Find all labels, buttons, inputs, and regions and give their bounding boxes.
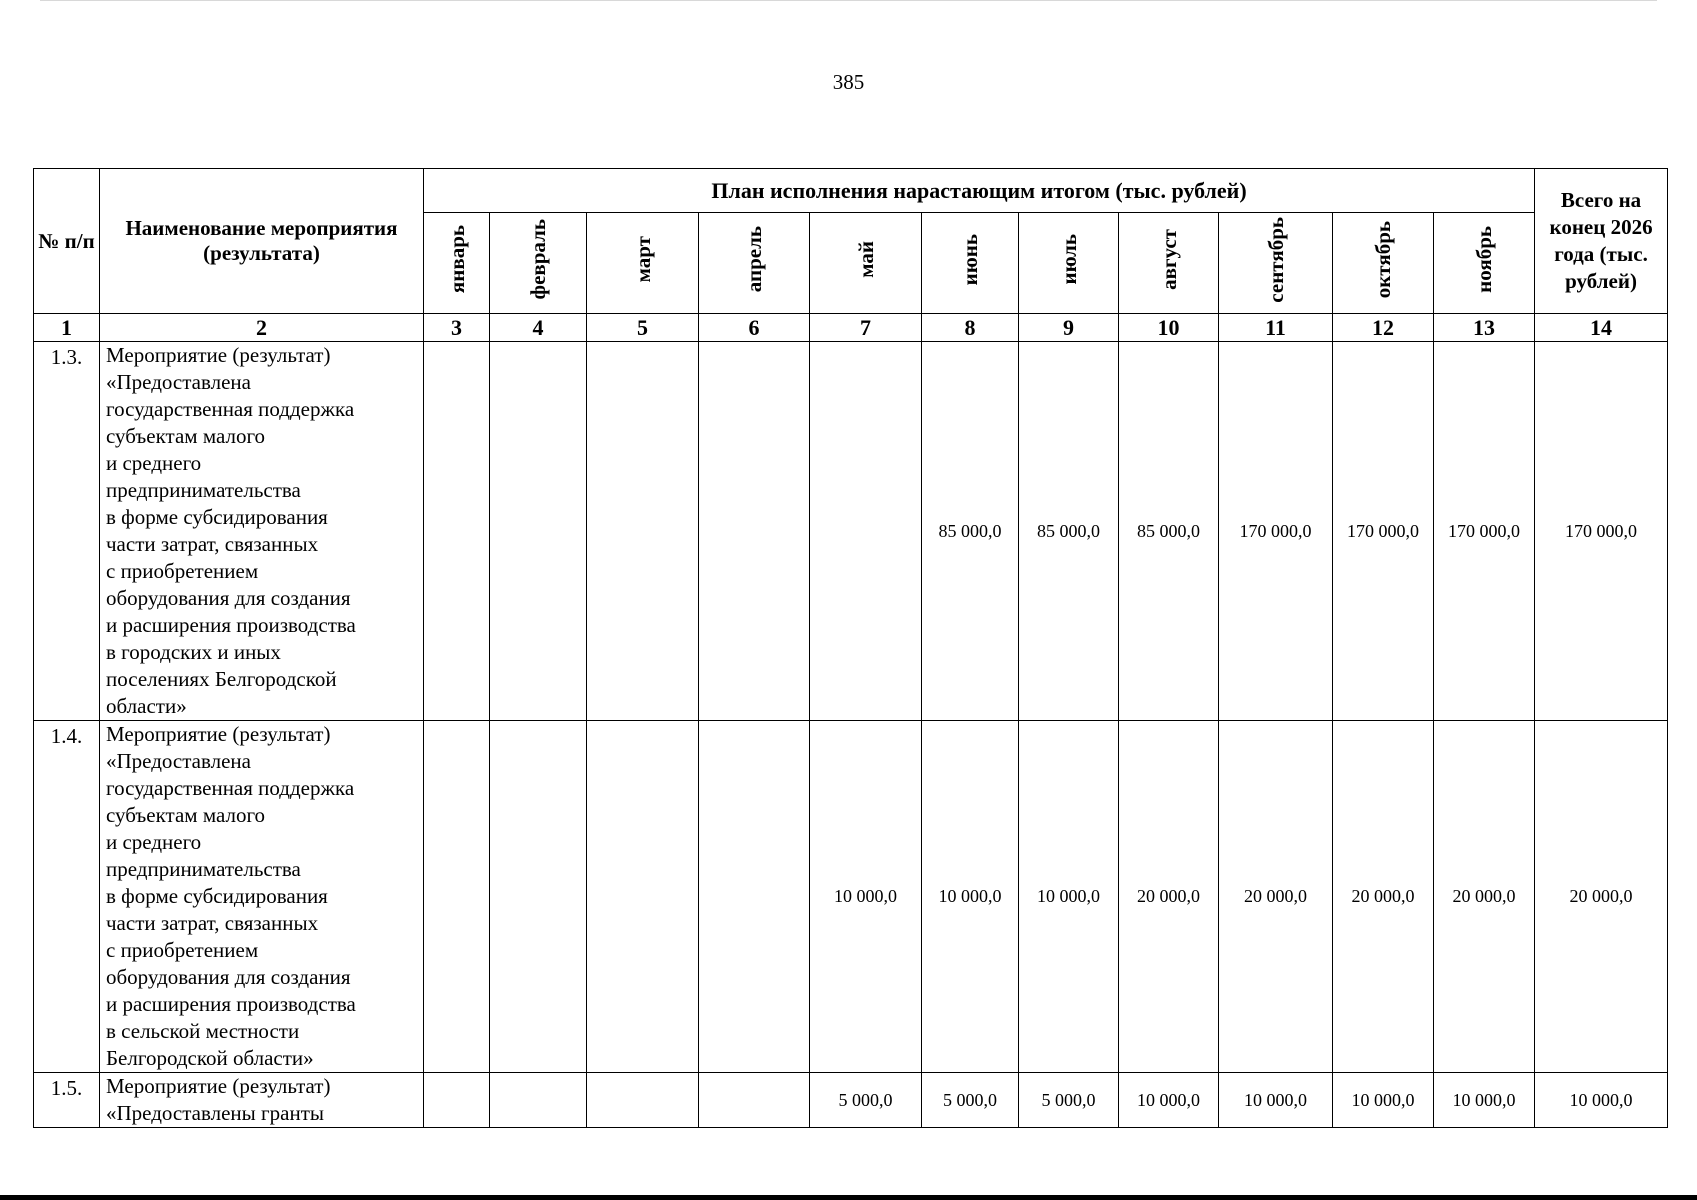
row-name-line: и расширения производства xyxy=(106,613,356,637)
month-label: октябрь xyxy=(1371,220,1395,299)
row-name-line: «Предоставлены гранты xyxy=(106,1101,324,1125)
month-value-cell xyxy=(424,721,490,1073)
row-name-line: предпринимательства xyxy=(106,857,301,881)
row-name-line: оборудования для создания xyxy=(106,586,351,610)
header-total: Всего на конец 2026 года (тыс. рублей) xyxy=(1535,169,1668,314)
month-value-cell: 20 000,0 xyxy=(1219,721,1333,1073)
month-label: май xyxy=(853,241,878,278)
month-label: сентябрь xyxy=(1263,216,1288,303)
month-value-cell: 10 000,0 xyxy=(1119,1073,1219,1128)
row-name-line: области» xyxy=(106,694,187,718)
row-name xyxy=(100,721,424,1073)
month-value-cell xyxy=(490,342,587,721)
month-value-cell xyxy=(587,1073,699,1128)
month-value-cell: 170 000,0 xyxy=(1434,342,1535,721)
column-number: 7 xyxy=(810,314,922,342)
row-name-line: поселениях Белгородской xyxy=(106,667,337,691)
row-name-line: в форме субсидирования xyxy=(106,884,328,908)
month-label: январь xyxy=(444,225,469,294)
row-name-line: оборудования для создания xyxy=(106,965,351,989)
month-value-cell: 5 000,0 xyxy=(922,1073,1019,1128)
header-month xyxy=(1219,213,1333,314)
table-body xyxy=(34,342,1668,1128)
row-name-line: субъектам малого xyxy=(106,803,266,827)
total-value-cell: 170 000,0 xyxy=(1535,342,1668,721)
row-name-line: государственная поддержка xyxy=(106,776,355,800)
month-value-cell xyxy=(810,342,922,721)
month-value-cell: 85 000,0 xyxy=(1019,342,1119,721)
month-value-cell: 10 000,0 xyxy=(922,721,1019,1073)
table-row xyxy=(34,342,1668,721)
month-label: апрель xyxy=(742,226,766,293)
row-name-line: и расширения производства xyxy=(106,992,356,1016)
month-value-cell xyxy=(587,342,699,721)
row-name-line: и среднего xyxy=(106,830,202,854)
column-number: 12 xyxy=(1333,314,1434,342)
month-value-cell xyxy=(424,1073,490,1128)
header-name: Наименование мероприятия (результата) xyxy=(100,169,424,314)
row-name-line: и среднего xyxy=(106,451,202,475)
month-value-cell: 170 000,0 xyxy=(1333,342,1434,721)
month-label: ноябрь xyxy=(1472,226,1497,293)
bottom-scan-edge xyxy=(0,1195,1697,1200)
total-value-cell: 20 000,0 xyxy=(1535,721,1668,1073)
row-name-line: в городских и иных xyxy=(106,640,281,664)
header-month xyxy=(587,213,699,314)
month-value-cell: 20 000,0 xyxy=(1434,721,1535,1073)
row-name-line: государственная поддержка xyxy=(106,397,355,421)
row-name-line: в форме субсидирования xyxy=(106,505,328,529)
column-number: 5 xyxy=(587,314,699,342)
month-value-cell xyxy=(424,342,490,721)
row-name-line: субъектам малого xyxy=(106,424,266,448)
column-number: 10 xyxy=(1119,314,1219,342)
month-value-cell: 10 000,0 xyxy=(1219,1073,1333,1128)
row-name-line: с приобретением xyxy=(106,559,259,583)
column-number: 3 xyxy=(424,314,490,342)
header-month xyxy=(699,213,810,314)
month-value-cell: 85 000,0 xyxy=(1119,342,1219,721)
month-value-cell: 85 000,0 xyxy=(922,342,1019,721)
row-name-line: Белгородской области» xyxy=(106,1046,314,1070)
row-name-line: Мероприятие (результат) xyxy=(106,343,331,367)
month-value-cell: 10 000,0 xyxy=(1434,1073,1535,1128)
month-value-cell xyxy=(587,721,699,1073)
column-number: 2 xyxy=(100,314,424,342)
row-name xyxy=(100,342,424,721)
row-name-line: Мероприятие (результат) xyxy=(106,722,331,746)
month-value-cell xyxy=(699,721,810,1073)
column-number: 1 xyxy=(34,314,100,342)
row-name-line: с приобретением xyxy=(106,938,259,962)
header-month xyxy=(1119,213,1219,314)
month-value-cell: 10 000,0 xyxy=(810,721,922,1073)
column-number: 4 xyxy=(490,314,587,342)
header-month xyxy=(1434,213,1535,314)
table-row xyxy=(34,1073,1668,1128)
header-month xyxy=(922,213,1019,314)
column-number-row xyxy=(34,314,1668,342)
month-value-cell: 20 000,0 xyxy=(1119,721,1219,1073)
page-number: 385 xyxy=(832,70,865,94)
header-number: № п/п xyxy=(34,169,100,314)
row-number: 1.3. xyxy=(34,342,100,721)
month-value-cell xyxy=(699,1073,810,1128)
month-value-cell: 10 000,0 xyxy=(1019,721,1119,1073)
month-value-cell xyxy=(490,1073,587,1128)
header-plan-group: План исполнения нарастающим итогом (тыс. рублей) xyxy=(424,169,1535,213)
row-name-line: «Предоставлена xyxy=(106,370,251,394)
table-row xyxy=(34,721,1668,1073)
row-name-line: Мероприятие (результат) xyxy=(106,1074,331,1098)
column-number: 13 xyxy=(1434,314,1535,342)
header-row-top xyxy=(34,169,1668,213)
month-label: август xyxy=(1156,229,1181,290)
month-value-cell: 5 000,0 xyxy=(810,1073,922,1128)
row-number: 1.4. xyxy=(34,721,100,1073)
column-number: 8 xyxy=(922,314,1019,342)
column-number: 9 xyxy=(1019,314,1119,342)
column-number: 14 xyxy=(1535,314,1668,342)
row-name-line: части затрат, связанных xyxy=(106,532,319,556)
row-name-line: предпринимательства xyxy=(106,478,301,502)
month-value-cell xyxy=(490,721,587,1073)
month-value-cell: 170 000,0 xyxy=(1219,342,1333,721)
header-month xyxy=(810,213,922,314)
row-name-line: в сельской местности xyxy=(106,1019,300,1043)
row-name xyxy=(100,1073,424,1128)
row-name-line: части затрат, связанных xyxy=(106,911,319,935)
month-label: июнь xyxy=(958,233,982,286)
month-value-cell: 20 000,0 xyxy=(1333,721,1434,1073)
header-month xyxy=(1333,213,1434,314)
column-number: 11 xyxy=(1219,314,1333,342)
total-value-cell: 10 000,0 xyxy=(1535,1073,1668,1128)
row-name-line: «Предоставлена xyxy=(106,749,251,773)
header-month xyxy=(1019,213,1119,314)
row-number: 1.5. xyxy=(34,1073,100,1128)
month-value-cell: 10 000,0 xyxy=(1333,1073,1434,1128)
header-month xyxy=(490,213,587,314)
month-value-cell: 5 000,0 xyxy=(1019,1073,1119,1128)
top-scan-edge xyxy=(40,0,1657,1)
column-number: 6 xyxy=(699,314,810,342)
execution-plan-table xyxy=(33,168,1668,1128)
month-label: март xyxy=(630,236,655,283)
header-month xyxy=(424,213,490,314)
month-label: февраль xyxy=(526,219,550,300)
month-value-cell xyxy=(699,342,810,721)
month-label: июль xyxy=(1056,234,1081,285)
